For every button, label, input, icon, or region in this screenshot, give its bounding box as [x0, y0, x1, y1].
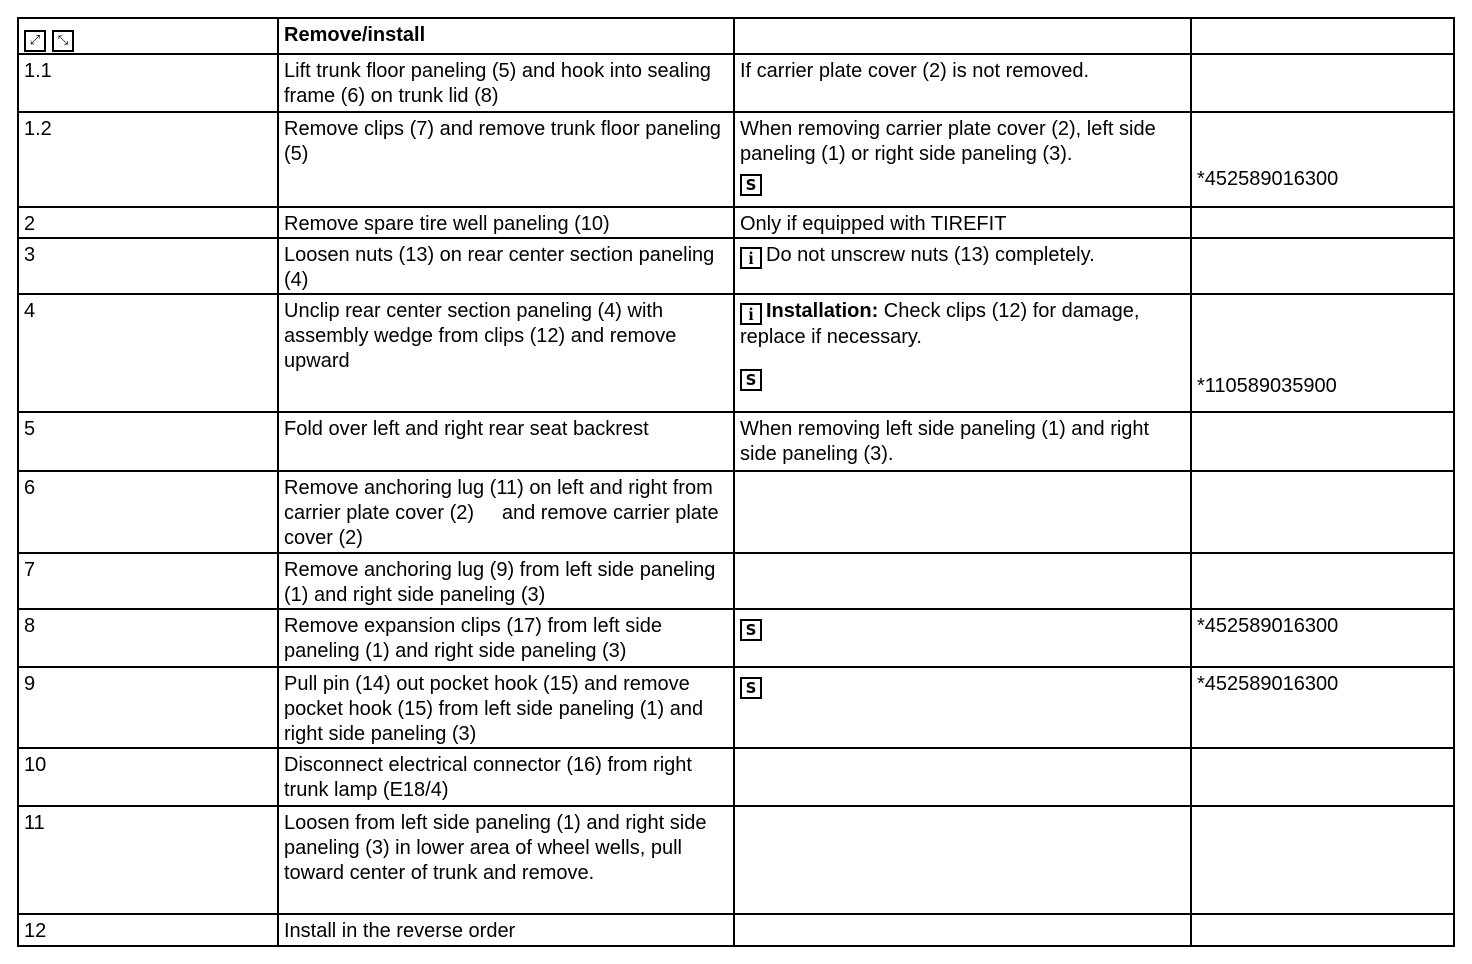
info-icon[interactable]: i [740, 247, 762, 269]
part-number [1191, 806, 1454, 914]
part-number [1191, 553, 1454, 609]
step-note [734, 748, 1191, 806]
step-note: Only if equipped with TIREFIT [734, 207, 1191, 238]
header-row [18, 18, 1454, 54]
header-icons-cell [18, 18, 278, 54]
part-number: *110589035900 [1197, 375, 1337, 397]
part-number [1191, 471, 1454, 553]
step-number: 1.2 [18, 112, 278, 207]
table-row [18, 112, 1454, 207]
step-number: 2 [18, 207, 278, 238]
info-icon[interactable]: i [740, 303, 762, 325]
table-row [18, 667, 1454, 748]
step-note-cell [734, 609, 1191, 667]
step-action: Unclip rear center section paneling (4) with assembly wedge from clips (12) and remove upward [278, 294, 734, 412]
step-number: 9 [18, 667, 278, 748]
step-number: 1.1 [18, 54, 278, 112]
header-empty-cell [1191, 18, 1454, 54]
part-number [1191, 914, 1454, 946]
step-action: Lift trunk floor paneling (5) and hook into sealing frame (6) on trunk lid (8) [278, 54, 734, 112]
part-number [1191, 54, 1454, 112]
step-action: Remove clips (7) and remove trunk floor paneling (5) [278, 112, 734, 207]
step-number: 11 [18, 806, 278, 914]
step-note: Check clips (12) for damage, replace if necessary. [740, 300, 1140, 348]
step-note [734, 553, 1191, 609]
table-row [18, 553, 1454, 609]
step-number: 5 [18, 412, 278, 471]
step-note [734, 806, 1191, 914]
step-number: 10 [18, 748, 278, 806]
table-row [18, 806, 1454, 914]
part-number [1191, 748, 1454, 806]
step-note [734, 471, 1191, 553]
step-note-cell [734, 294, 1191, 412]
step-number: 12 [18, 914, 278, 946]
step-action: Loosen nuts (13) on rear center section paneling (4) [278, 238, 734, 294]
step-number: 6 [18, 471, 278, 553]
part-number [1191, 238, 1454, 294]
header-title: Remove/install [278, 18, 734, 54]
header-empty-cell [734, 18, 1191, 54]
installation-label: Installation: [766, 300, 879, 322]
collapse-icon[interactable]: ⤡ [52, 30, 74, 52]
tool-icon[interactable]: S [740, 174, 762, 196]
step-action: Fold over left and right rear seat backrest [278, 412, 734, 471]
part-number [1191, 412, 1454, 471]
step-note-cell [734, 238, 1191, 294]
part-number [1191, 207, 1454, 238]
step-note [734, 914, 1191, 946]
step-note: When removing left side paneling (1) and right side paneling (3). [734, 412, 1191, 471]
step-action: Disconnect electrical connector (16) from right trunk lamp (E18/4) [278, 748, 734, 806]
step-note: If carrier plate cover (2) is not removed. [734, 54, 1191, 112]
table-row [18, 238, 1454, 294]
step-note-cell [734, 667, 1191, 748]
table-row [18, 207, 1454, 238]
part-number: *452589016300 [1197, 168, 1339, 190]
step-action: Install in the reverse order [278, 914, 734, 946]
step-note-cell [734, 112, 1191, 207]
step-action: Remove expansion clips (17) from left side paneling (1) and right side paneling (3) [278, 609, 734, 667]
step-number: 4 [18, 294, 278, 412]
step-note: Do not unscrew nuts (13) completely. [766, 244, 1095, 266]
tool-icon[interactable]: S [740, 369, 762, 391]
table-row [18, 609, 1454, 667]
step-number: 3 [18, 238, 278, 294]
table-row [18, 294, 1454, 412]
step-action: Loosen from left side paneling (1) and right side paneling (3) in lower area of wheel wells, pull toward center of trunk and remove. [278, 806, 734, 914]
step-action: Remove spare tire well paneling (10) [278, 207, 734, 238]
tool-icon[interactable]: S [740, 619, 762, 641]
part-number-cell [1191, 294, 1454, 412]
procedure-table [17, 17, 1455, 947]
step-action: Remove anchoring lug (11) on left and right from carrier plate cover (2) and remove carrier plate cover (2) [278, 471, 734, 553]
part-number-cell [1191, 112, 1454, 207]
step-number: 8 [18, 609, 278, 667]
expand-icon[interactable]: ⤢ [24, 30, 46, 52]
tool-icon[interactable]: S [740, 677, 762, 699]
part-number: *452589016300 [1191, 667, 1454, 748]
table-row [18, 914, 1454, 946]
part-number: *452589016300 [1191, 609, 1454, 667]
table-row [18, 471, 1454, 553]
step-action: Remove anchoring lug (9) from left side paneling (1) and right side paneling (3) [278, 553, 734, 609]
step-number: 7 [18, 553, 278, 609]
table-row [18, 748, 1454, 806]
step-action: Pull pin (14) out pocket hook (15) and remove pocket hook (15) from left side paneling (1) and right side paneling (3) [278, 667, 734, 748]
table-row [18, 54, 1454, 112]
table-row [18, 412, 1454, 471]
step-note: When removing carrier plate cover (2), left side paneling (1) or right side paneling (3). [740, 118, 1156, 165]
